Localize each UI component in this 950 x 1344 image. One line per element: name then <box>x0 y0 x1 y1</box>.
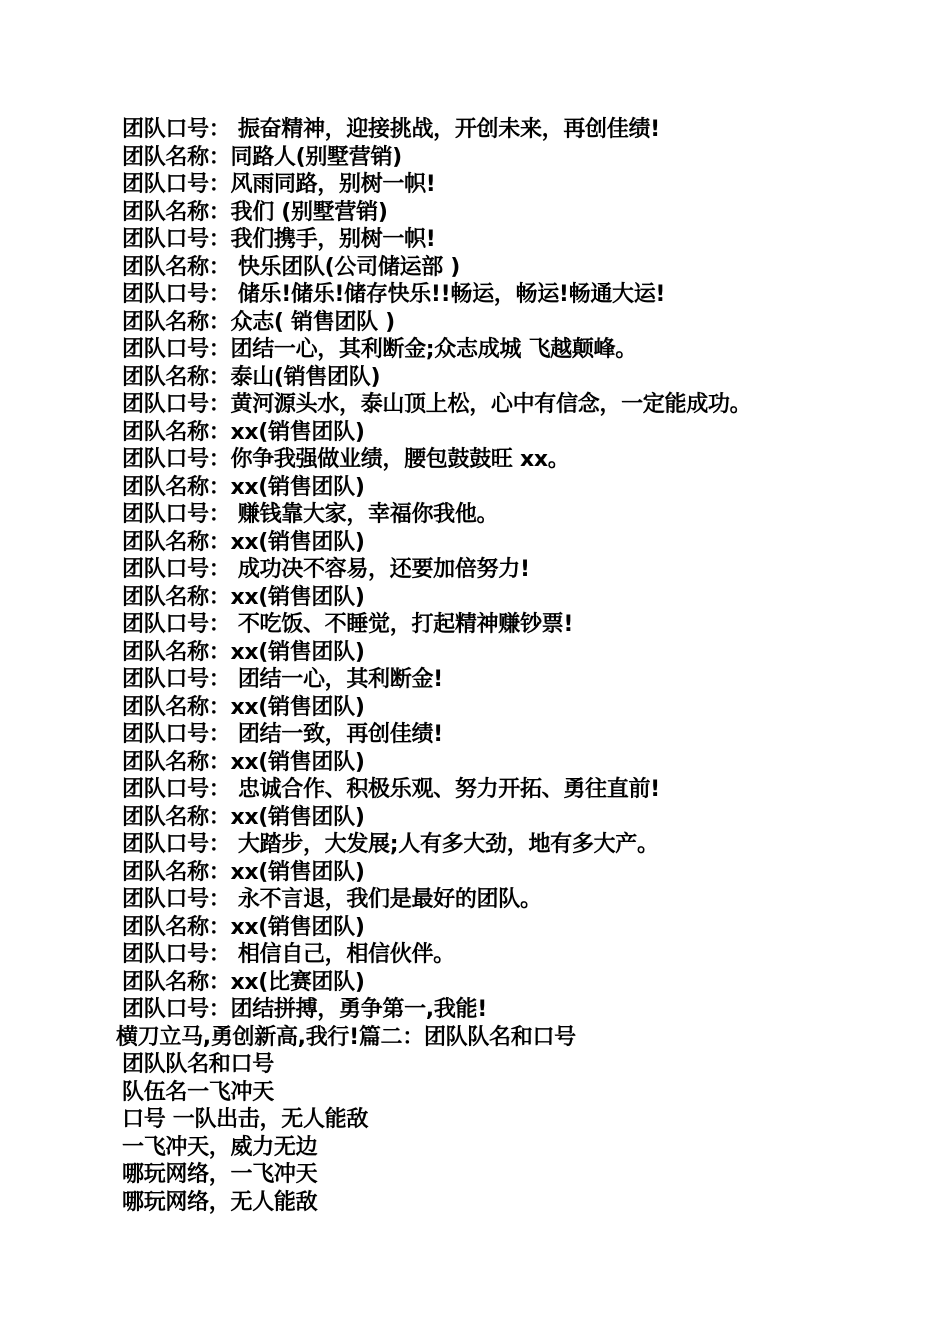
text-line: 团队名称： 快乐团队(公司储运部 ) <box>122 254 461 280</box>
text-line: 团队名称：泰山(销售团队) <box>122 364 381 390</box>
text-line: 团队口号： 永不言退，我们是最好的团队。 <box>122 887 542 912</box>
text-line: 团队名称：众志( 销售团队 ) <box>122 309 395 335</box>
text-line: 团队口号： 团结一致，再创佳绩! <box>122 722 443 747</box>
text-line: 团队名称：xx(销售团队) <box>122 694 365 720</box>
text-line: 一飞冲天，威力无边 <box>122 1134 318 1160</box>
text-line: 团队口号： 忠诚合作、积极乐观、努力开拓、勇往直前! <box>122 777 660 802</box>
text-line: 团队口号： 储乐!储乐!储存快乐!!畅运，畅运!畅通大运! <box>122 282 666 307</box>
text-body <box>116 116 922 1216</box>
text-line: 团队名称：xx(销售团队) <box>122 749 365 775</box>
text-line: 团队名称：xx(销售团队) <box>122 804 365 830</box>
text-line: 团队名称：我们 (别墅营销) <box>122 199 388 225</box>
text-line: 团队口号：风雨同路，别树一帜! <box>122 172 436 197</box>
text-line: 口号 一队出击，无人能敌 <box>122 1107 369 1132</box>
text-line: 团队名称：同路人(别墅营销) <box>122 144 402 170</box>
text-line: 哪玩网络，一飞冲天 <box>122 1162 318 1187</box>
text-line: 团队口号：我们携手，别树一帜! <box>122 227 436 252</box>
text-line: 团队口号： 振奋精神，迎接挑战，开创未来，再创佳绩! <box>122 117 660 142</box>
text-line: 团队名称：xx(销售团队) <box>122 639 365 665</box>
text-line: 团队名称：xx(销售团队) <box>122 529 365 555</box>
text-line: 团队口号： 团结一心，其利断金! <box>122 667 443 692</box>
text-line: 团队口号： 成功决不容易，还要加倍努力! <box>122 557 530 582</box>
text-line: 团队口号：团结一心，其利断金;众志成城 飞越颠峰。 <box>122 337 637 362</box>
text-line: 队伍名一飞冲天 <box>122 1079 274 1105</box>
text-line: 团队口号： 不吃饭、不睡觉，打起精神赚钞票! <box>122 612 574 637</box>
text-line: 团队口号： 大踏步，大发展;人有多大劲，地有多大产。 <box>122 832 659 857</box>
text-line: 团队名称：xx(销售团队) <box>122 474 365 500</box>
text-line: 团队名称：xx(销售团队) <box>122 419 365 445</box>
text-line: 团队名称：xx(销售团队) <box>122 859 365 885</box>
text-line: 团队名称：xx(销售团队) <box>122 914 365 940</box>
text-line: 团队口号：团结拼搏，勇争第一,我能! <box>122 997 487 1022</box>
text-line: 团队名称：xx(销售团队) <box>122 584 365 610</box>
text-line: 团队名称：xx(比赛团队) <box>122 969 365 995</box>
text-line: 哪玩网络，无人能敌 <box>122 1189 318 1215</box>
text-line: 横刀立马,勇创新高,我行!篇二：团队队名和口号 <box>116 1024 576 1050</box>
text-line: 团队队名和口号 <box>122 1052 274 1077</box>
text-line: 团队口号：你争我强做业绩，腰包鼓鼓旺 xx。 <box>122 447 570 472</box>
text-line: 团队口号： 相信自己，相信伙伴。 <box>122 942 455 967</box>
text-line: 团队口号：黄河源头水，泰山顶上松，心中有信念，一定能成功。 <box>122 392 752 417</box>
text-line: 团队口号： 赚钱靠大家，幸福你我他。 <box>122 502 499 527</box>
